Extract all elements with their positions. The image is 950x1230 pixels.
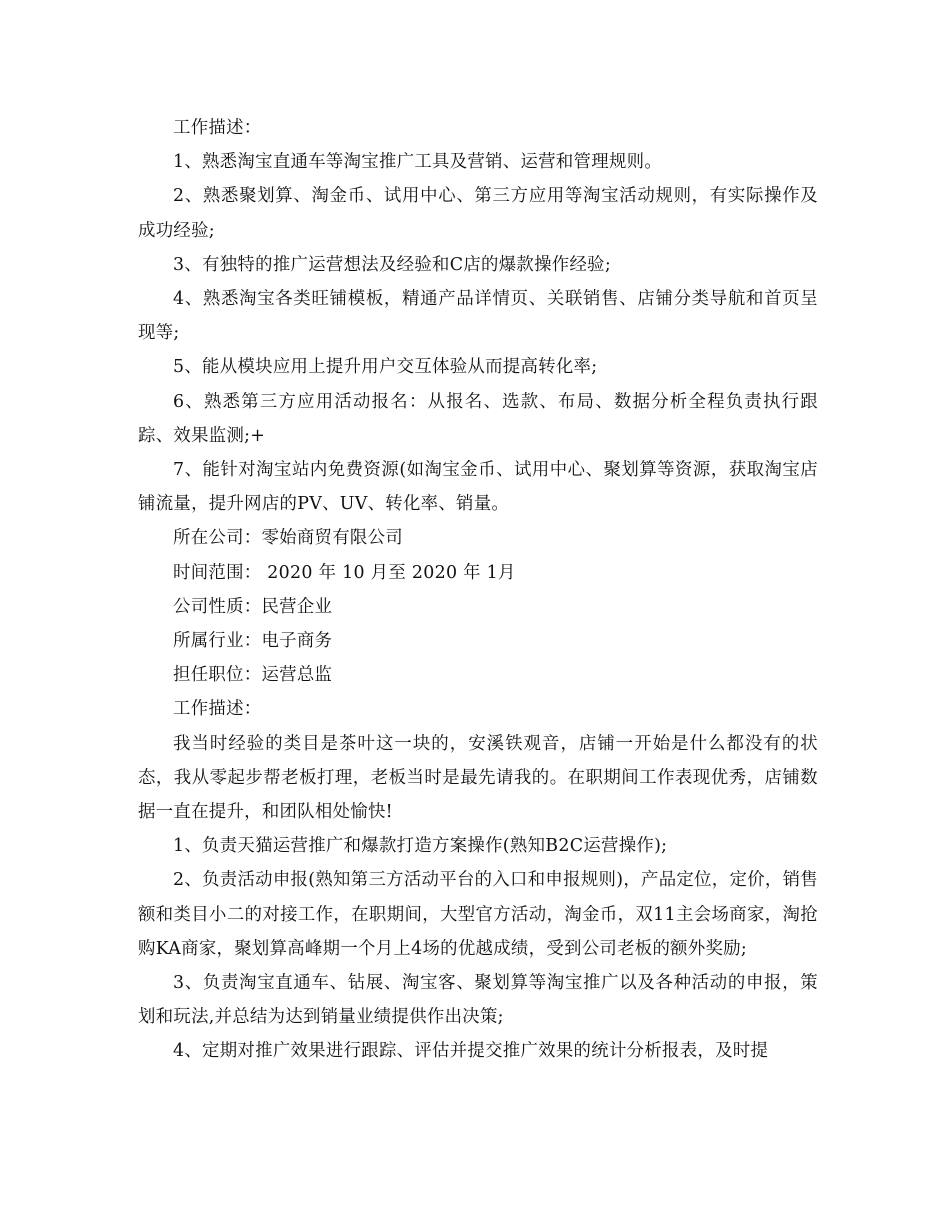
duty-item-6: 6、熟悉第三方应用活动报名：从报名、选款、布局、数据分析全程负责执行跟踪、效果监测;+: [138, 391, 818, 446]
section-heading-job-description-2: 工作描述：: [173, 699, 262, 720]
experience-summary: 我当时经验的类目是茶叶这一块的，安溪铁观音，店铺一开始是什么都没有的状态，我从零起步帮老板打理，老板当时是最先请我的。在职期间工作表现优秀，店铺数据一直在提升，和团队相处愉快!: [138, 733, 818, 823]
time-range-field: 时间范围： 2020 年 10 月至 2020 年 1月: [173, 562, 516, 583]
duty-item-5: 5、能从模块应用上提升用户交互体验从而提高转化率;: [173, 357, 598, 378]
industry-field: 所属行业：电子商务: [173, 631, 333, 652]
company-field: 所在公司：零始商贸有限公司: [173, 528, 403, 549]
position-field: 担任职位：运营总监: [173, 665, 333, 686]
company-type-field: 公司性质：民营企业: [173, 596, 333, 617]
responsibility-item-1: 1、负责天猫运营推广和爆款打造方案操作(熟知B2C运营操作);: [173, 836, 668, 857]
document-body: [138, 111, 818, 1069]
responsibility-item-4: 4、定期对推广效果进行跟踪、评估并提交推广效果的统计分析报表，及时提: [173, 1041, 769, 1062]
responsibility-item-3: 3、负责淘宝直通车、钻展、淘宝客、聚划算等淘宝推广以及各种活动的申报，策划和玩法,并总结为达到销量业绩提供作出决策;: [138, 973, 818, 1028]
section-heading-job-description: 工作描述：: [173, 118, 262, 138]
responsibility-item-2: 2、负责活动申报(熟知第三方活动平台的入口和申报规则)，产品定位，定价，销售额和类目小二的对接工作，在职期间，大型官方活动，淘金币，双11主会场商家，淘抢购KA商家，聚划算高峰期一个月上4场的优越成绩，受到公司老板的额外奖励;: [138, 870, 818, 959]
duty-item-2: 2、熟悉聚划算、淘金币、试用中心、第三方应用等淘宝活动规则，有实际操作及成功经验;: [138, 186, 818, 241]
duty-item-1: 1、熟悉淘宝直通车等淘宝推广工具及营销、运营和管理规则。: [173, 152, 663, 173]
duty-item-3: 3、有独特的推广运营想法及经验和C店的爆款操作经验;: [173, 254, 612, 275]
duty-item-7: 7、能针对淘宝站内免费资源(如淘宝金币、试用中心、聚划算等资源，获取淘宝店铺流量，提升网店的PV、UV、转化率、销量。: [138, 460, 818, 515]
duty-item-4: 4、熟悉淘宝各类旺铺模板，精通产品详情页、关联销售、店铺分类导航和首页呈现等;: [138, 289, 818, 344]
